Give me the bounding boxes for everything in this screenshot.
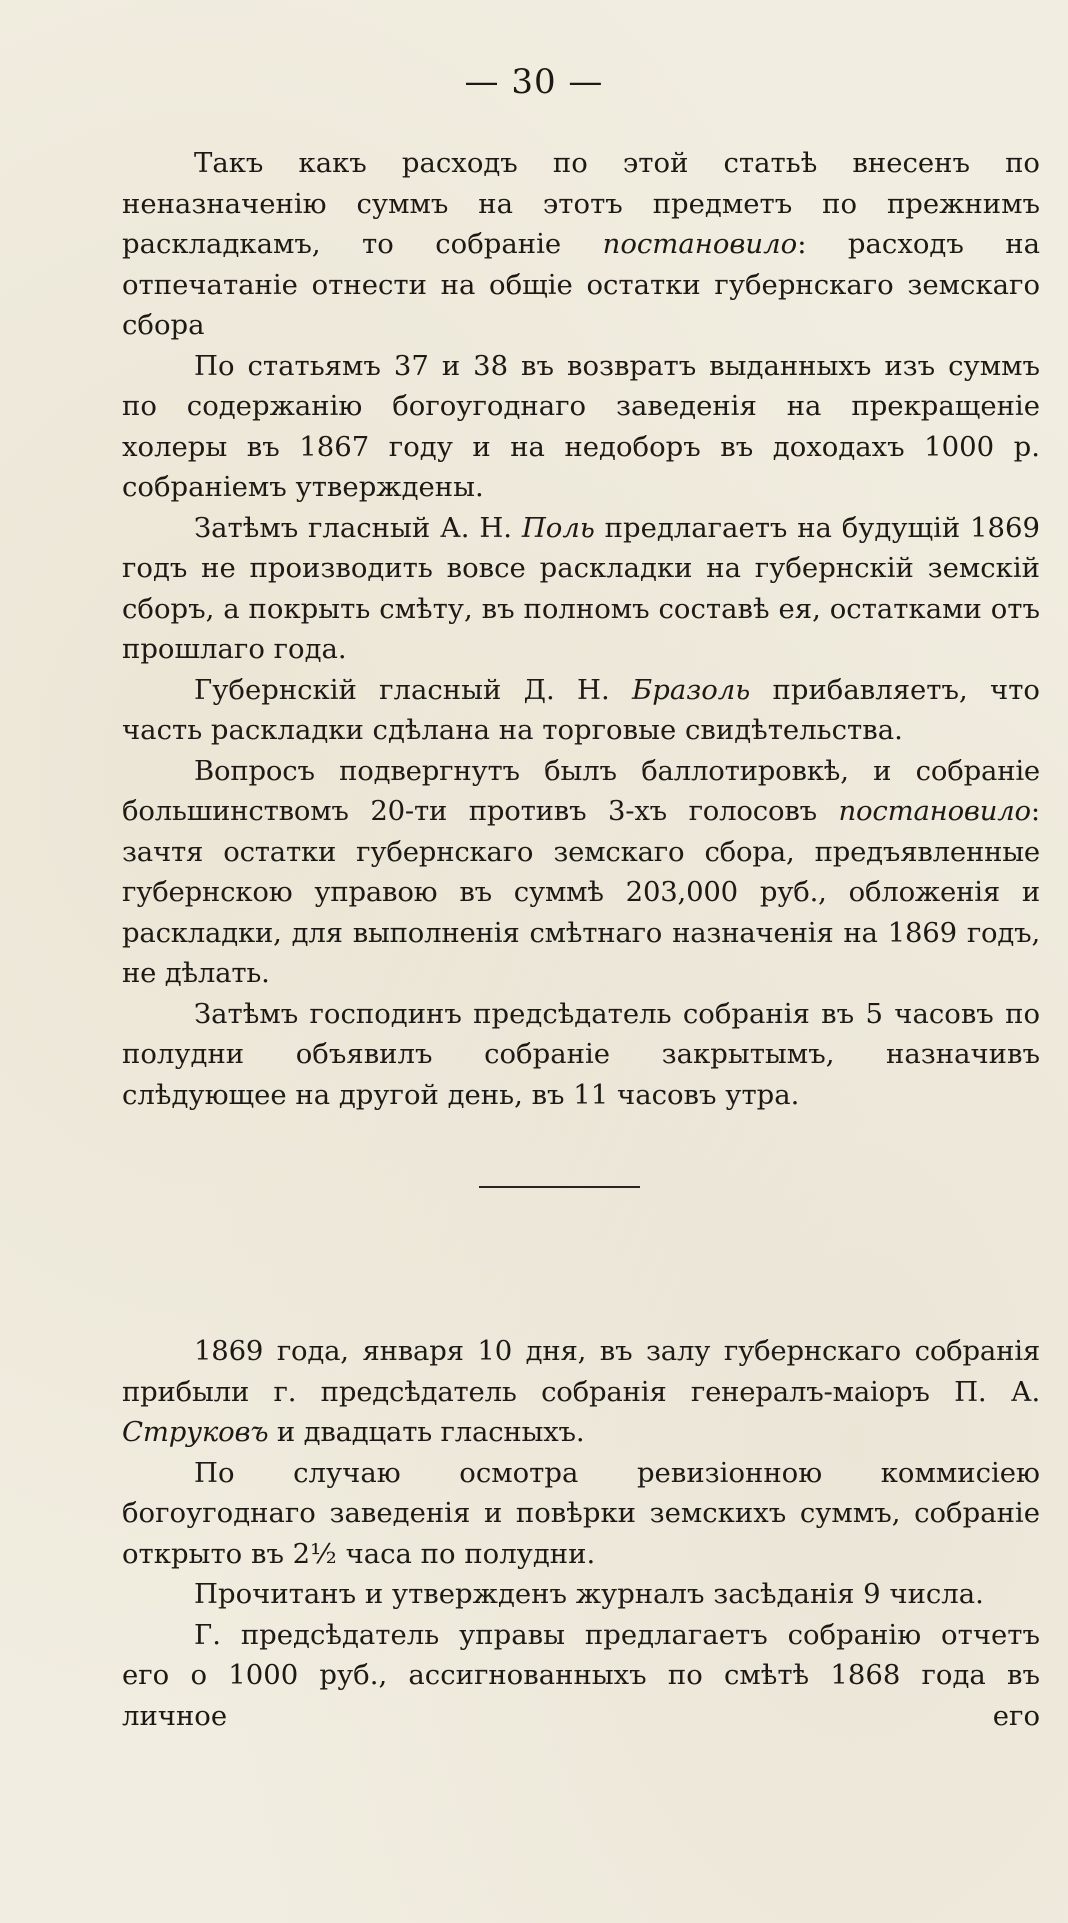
paragraph-journal-approved [122,1574,1040,1615]
paragraph-brazol-remark [122,670,1040,751]
paragraph-text: 1869 года, января 10 дня, въ залу губернскаго собранія прибыли г. предсѣдатель собранія генералъ-маіоръ П. А. [122,1335,1040,1408]
paragraph-expense-article [122,143,1040,346]
paragraph-audit-commission [122,1453,1040,1575]
paragraph-text: : расходъ на отпечатаніе отнести на общіе остатки губернскаго земскаго сбора [122,228,1040,341]
paragraph-text: Затѣмъ гласный А. Н. [194,511,522,544]
paragraph-pol-proposal [122,508,1040,670]
paragraph-text: Такъ какъ расходъ по этой статьѣ внесенъ по неназначенію суммъ на этотъ предметъ по прежнимъ раскладкамъ, то собраніе [122,147,1040,260]
text-section-january-10-session [122,1331,1040,1736]
paragraph-session-opening [122,1331,1040,1453]
italic-emphasis: постановило [602,228,798,260]
italic-emphasis: постановило [838,795,1031,827]
section-divider [479,1186,640,1188]
paragraph-text: прибавляетъ, что часть раскладки сдѣлана на торговые свидѣтельства. [122,673,1040,746]
paragraph-text: По случаю осмотра ревизіонною коммисіею богоугоднаго заведенія и повѣрки земскихъ суммъ, собраніе открыто въ 2½ часа по полудни. [122,1456,1040,1570]
paragraph-text: предлагаетъ на будущій 1869 годъ не производить вовсе раскладки на губернскій земскій сборъ, а покрыть смѣту, въ полномъ составѣ ея, остатками отъ прошлаго года. [122,511,1040,665]
page-number: — 30 — [464,62,604,102]
paragraph-text: Прочитанъ и утвержденъ журналъ засѣданія 9 числа. [194,1578,984,1610]
italic-emphasis: Бразоль [632,673,751,706]
paragraph-text: и двадцать гласныхъ. [268,1416,585,1448]
paragraph-text: : зачтя остатки губернскаго земскаго сбора, предъявленные губернскою управою въ суммѣ 203,000 руб., обложенія и раскладки, для выполненія смѣтнаго назначенія на 1869 годъ, не дѣлать. [122,795,1040,989]
paragraph-session-closed [122,994,1040,1116]
paragraph-board-report [122,1615,1040,1737]
italic-emphasis: Струковъ [122,1416,269,1448]
text-section-first-session [122,143,1040,1115]
paragraph-text: Г. предсѣдатель управы предлагаетъ собранію отчетъ его о 1000 руб., ассигнованныхъ по смѣтѣ 1868 года въ личное его [122,1618,1040,1732]
paragraph-text: Губернскій гласный Д. Н. [194,673,632,706]
paragraph-text: По статьямъ 37 и 38 въ возвратъ выданныхъ изъ суммъ по содержанію богоугоднаго заведенія на прекращеніе холеры въ 1867 году и на недоборъ въ доходахъ 1000 р. собраніемъ утверждены. [122,349,1040,503]
paragraph-text: Затѣмъ господинъ предсѣдатель собранія въ 5 часовъ по полудни объявилъ собраніе закрытымъ, назначивъ слѣдующее на другой день, въ 11 часовъ утра. [122,997,1040,1111]
paragraph-text: Вопросъ подвергнутъ былъ баллотировкѣ, и собраніе большинствомъ 20-ти противъ 3-хъ голосовъ [122,754,1040,827]
italic-emphasis: Поль [521,511,595,544]
paragraph-articles-37-38 [122,346,1040,508]
paragraph-ballot-decision [122,751,1040,994]
